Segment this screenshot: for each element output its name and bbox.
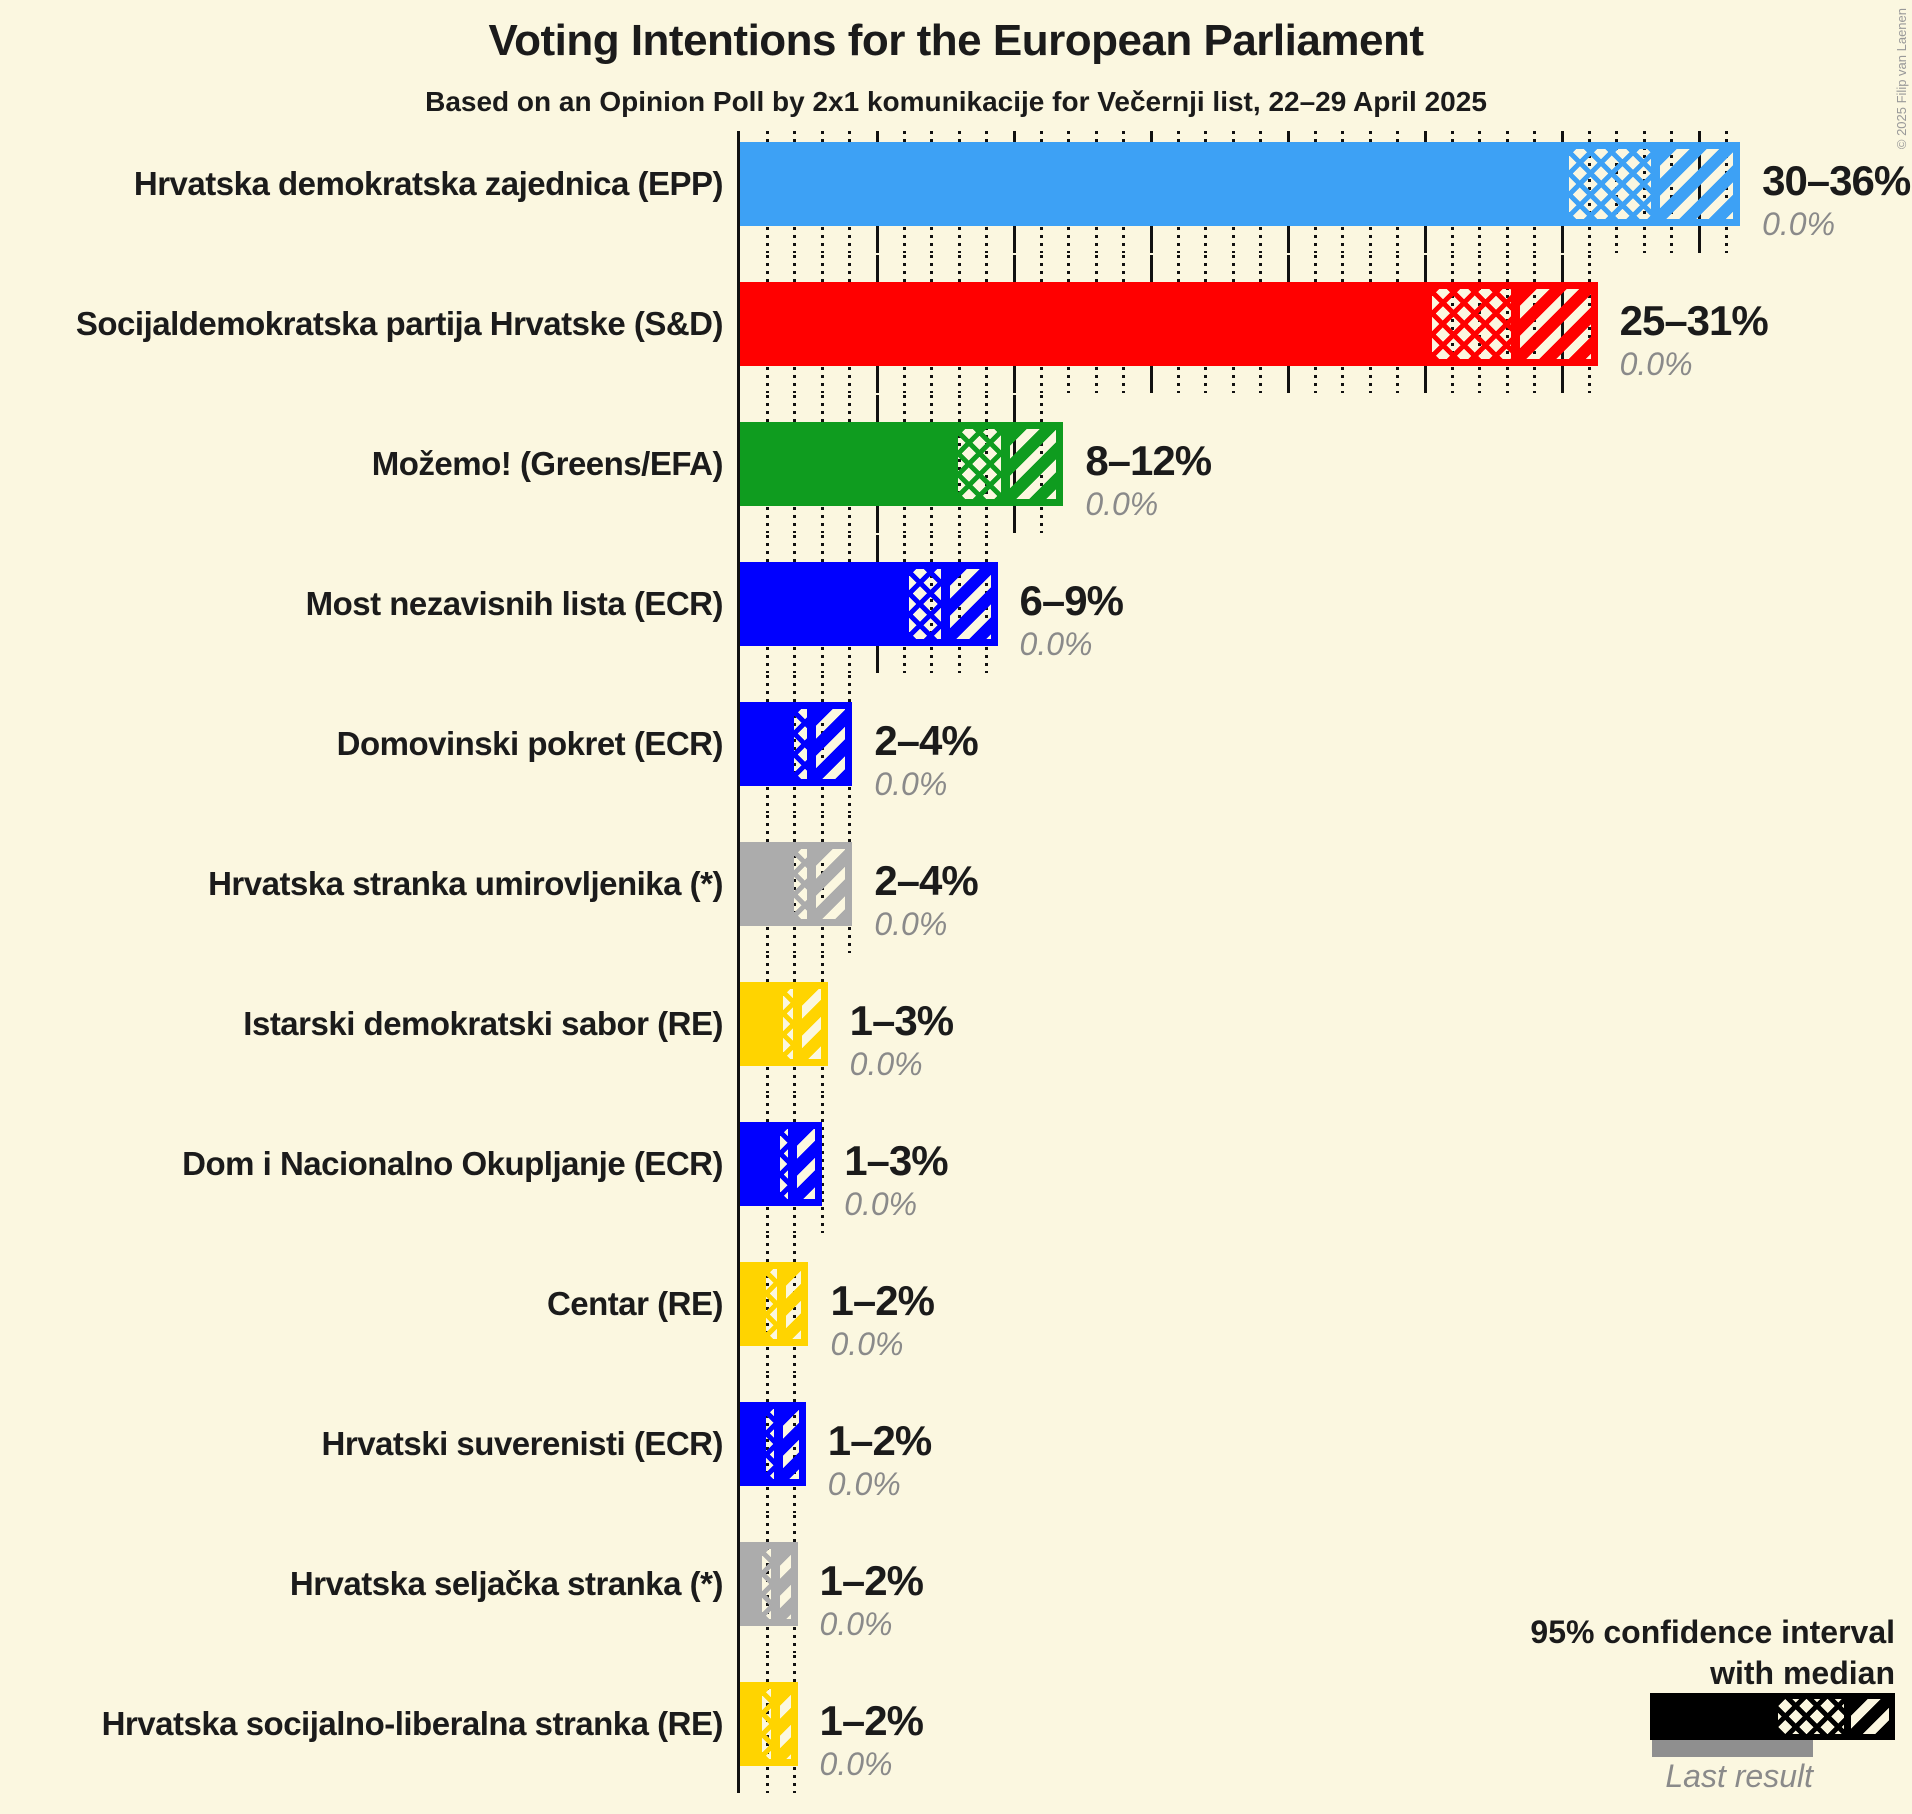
bar-median-band <box>1651 149 1660 219</box>
bar-median-band <box>1001 429 1010 499</box>
bar-median-band <box>777 1269 786 1339</box>
ci-range-label: 8–12% <box>1085 437 1212 484</box>
bar-median-band <box>807 849 816 919</box>
bar-confidence-interval <box>759 1402 806 1486</box>
last-result-label: 0.0% <box>1762 206 1836 242</box>
last-result-label: 0.0% <box>819 1606 893 1642</box>
legend-ci-line1: 95% confidence interval <box>1530 1614 1895 1650</box>
last-result-label: 0.0% <box>874 906 948 942</box>
bar-solid-segment <box>740 142 1564 226</box>
value-label-group <box>844 1138 947 1222</box>
value-label-group <box>831 1278 934 1362</box>
bar-diagonal-upper-half <box>950 569 991 639</box>
bar-confidence-interval <box>1425 282 1598 366</box>
chart-subtitle: Based on an Opinion Poll by 2x1 komunikacije for Večernji list, 22–29 April 2025 <box>425 86 1487 117</box>
bar-solid-segment <box>740 1402 761 1486</box>
bar-confidence-interval <box>787 842 853 926</box>
value-label-group <box>820 1558 923 1642</box>
bar-row <box>740 702 852 786</box>
bar-confidence-interval <box>1562 142 1740 226</box>
bar-diagonal-upper-half <box>783 1409 799 1479</box>
bar-diagonal-upper-half <box>786 1269 802 1339</box>
ci-range-label: 1–2% <box>830 1277 934 1324</box>
ci-range-label: 6–9% <box>1019 577 1123 624</box>
value-label-group <box>1620 298 1768 382</box>
bar-crosshatch-lower-half <box>794 849 807 919</box>
legend-sample-solid-segment <box>1650 1693 1772 1740</box>
bar-row <box>740 1682 798 1766</box>
bar-diagonal-upper-half <box>1520 289 1591 359</box>
bar-median-band <box>807 709 816 779</box>
legend-sample-hatch-segment <box>1772 1693 1895 1740</box>
bar-crosshatch-lower-half <box>766 1269 776 1339</box>
party-label: Hrvatska stranka umirovljenika (*) <box>208 865 723 902</box>
bar-crosshatch-lower-half <box>1432 289 1511 359</box>
party-label: Socijaldemokratska partija Hrvatske (S&D) <box>75 305 723 342</box>
bar-solid-segment <box>740 422 953 506</box>
last-result-label: 0.0% <box>844 1186 918 1222</box>
ci-range-label: 2–4% <box>874 857 978 904</box>
party-label: Istarski demokratski sabor (RE) <box>243 1005 723 1042</box>
bar-confidence-interval <box>755 1682 797 1766</box>
copyright-note: © 2025 Filip van Laenen <box>1894 8 1909 150</box>
bar-row <box>740 842 852 926</box>
ci-range-label: 2–4% <box>874 717 978 764</box>
bar-diagonal-upper-half <box>1010 429 1056 499</box>
bar-row <box>740 982 828 1066</box>
value-label-group <box>874 858 977 942</box>
legend-sample-crosshatch <box>1778 1699 1844 1734</box>
legend-ci-text <box>1530 1612 1895 1694</box>
bar-diagonal-upper-half <box>802 989 821 1059</box>
bar-median-band <box>771 1549 780 1619</box>
legend-ci-sample-bar <box>1650 1693 1895 1740</box>
ci-range-label: 1–3% <box>849 997 954 1044</box>
last-result-label: 0.0% <box>1619 346 1693 382</box>
party-label: Hrvatska demokratska zajednica (EPP) <box>133 165 723 202</box>
bar-confidence-interval <box>776 982 828 1066</box>
bar-crosshatch-lower-half <box>794 709 807 779</box>
bar-confidence-interval <box>773 1122 822 1206</box>
bar-row <box>740 1542 798 1626</box>
bar-crosshatch-lower-half <box>1569 149 1651 219</box>
bar-crosshatch-lower-half <box>762 1689 771 1759</box>
value-label-group <box>1762 158 1910 242</box>
ci-range-label: 1–3% <box>844 1137 948 1184</box>
bar-crosshatch-lower-half <box>958 429 1001 499</box>
bar-median-band <box>788 1129 797 1199</box>
legend-sample-median-band <box>1844 1699 1851 1734</box>
legend-ci-line2: with median <box>1710 1655 1895 1691</box>
value-label-group <box>820 1698 923 1782</box>
legend-last-result-label: Last result <box>1665 1758 1813 1794</box>
last-result-label: 0.0% <box>874 766 948 802</box>
party-label: Dom i Nacionalno Okupljanje (ECR) <box>182 1145 723 1182</box>
last-result-label: 0.0% <box>1019 626 1093 662</box>
bar-median-band <box>771 1689 780 1759</box>
bar-diagonal-upper-half <box>816 709 846 779</box>
party-label: Hrvatska seljačka stranka (*) <box>289 1565 723 1602</box>
bar-solid-segment <box>740 982 778 1066</box>
bar-crosshatch-lower-half <box>783 989 793 1059</box>
value-label-group <box>1020 578 1123 662</box>
bar-row <box>740 1122 822 1206</box>
bar-solid-segment <box>740 562 904 646</box>
bar-crosshatch-lower-half <box>762 1549 771 1619</box>
bar-row <box>740 422 1063 506</box>
party-label: Most nezavisnih lista (ECR) <box>305 585 723 622</box>
bar-diagonal-upper-half <box>780 1689 790 1759</box>
bar-row <box>740 142 1740 226</box>
bar-solid-segment <box>740 1262 761 1346</box>
bar-median-band <box>941 569 950 639</box>
legend-sample-diagonal <box>1851 1699 1889 1734</box>
party-label: Hrvatski suverenisti (ECR) <box>321 1425 723 1462</box>
bar-solid-segment <box>740 702 789 786</box>
last-result-label: 0.0% <box>827 1466 901 1502</box>
bar-median-band <box>774 1409 783 1479</box>
party-label: Domovinski pokret (ECR) <box>336 725 723 762</box>
bar-crosshatch-lower-half <box>766 1409 774 1479</box>
bar-confidence-interval <box>759 1262 808 1346</box>
bar-solid-segment <box>740 282 1427 366</box>
value-label-group <box>874 718 977 802</box>
party-label: Možemo! (Greens/EFA) <box>371 445 723 482</box>
bar-diagonal-upper-half <box>797 1129 816 1199</box>
bar-crosshatch-lower-half <box>780 1129 788 1199</box>
bar-median-band <box>1511 289 1520 359</box>
bar-crosshatch-lower-half <box>909 569 941 639</box>
bar-row <box>740 562 998 646</box>
party-label: Hrvatska socijalno-liberalna stranka (RE) <box>101 1705 723 1742</box>
legend-last-result-bar <box>1652 1740 1813 1757</box>
value-label-group <box>850 998 953 1082</box>
ci-range-label: 1–2% <box>819 1697 923 1744</box>
bar-confidence-interval <box>951 422 1063 506</box>
last-result-label: 0.0% <box>1085 486 1159 522</box>
bar-row <box>740 1262 809 1346</box>
last-result-label: 0.0% <box>819 1746 893 1782</box>
bar-solid-segment <box>740 1122 775 1206</box>
ci-range-label: 1–2% <box>827 1417 932 1464</box>
bar-diagonal-upper-half <box>780 1549 790 1619</box>
last-result-label: 0.0% <box>830 1326 904 1362</box>
bar-confidence-interval <box>902 562 998 646</box>
bar-row <box>740 1402 806 1486</box>
bar-confidence-interval <box>755 1542 797 1626</box>
chart-title: Voting Intentions for the European Parliament <box>488 16 1424 65</box>
value-label-group <box>828 1418 931 1502</box>
bar-row <box>740 282 1598 366</box>
bar-diagonal-upper-half <box>816 849 846 919</box>
ci-range-label: 1–2% <box>819 1557 923 1604</box>
bar-solid-segment <box>740 842 789 926</box>
bar-confidence-interval <box>787 702 853 786</box>
bar-median-band <box>793 989 802 1059</box>
last-result-label: 0.0% <box>849 1046 923 1082</box>
ci-range-label: 30–36% <box>1762 157 1911 204</box>
party-label: Centar (RE) <box>546 1285 723 1322</box>
value-label-group <box>1085 438 1211 522</box>
ci-range-label: 25–31% <box>1619 297 1768 344</box>
bar-diagonal-upper-half <box>1660 149 1733 219</box>
